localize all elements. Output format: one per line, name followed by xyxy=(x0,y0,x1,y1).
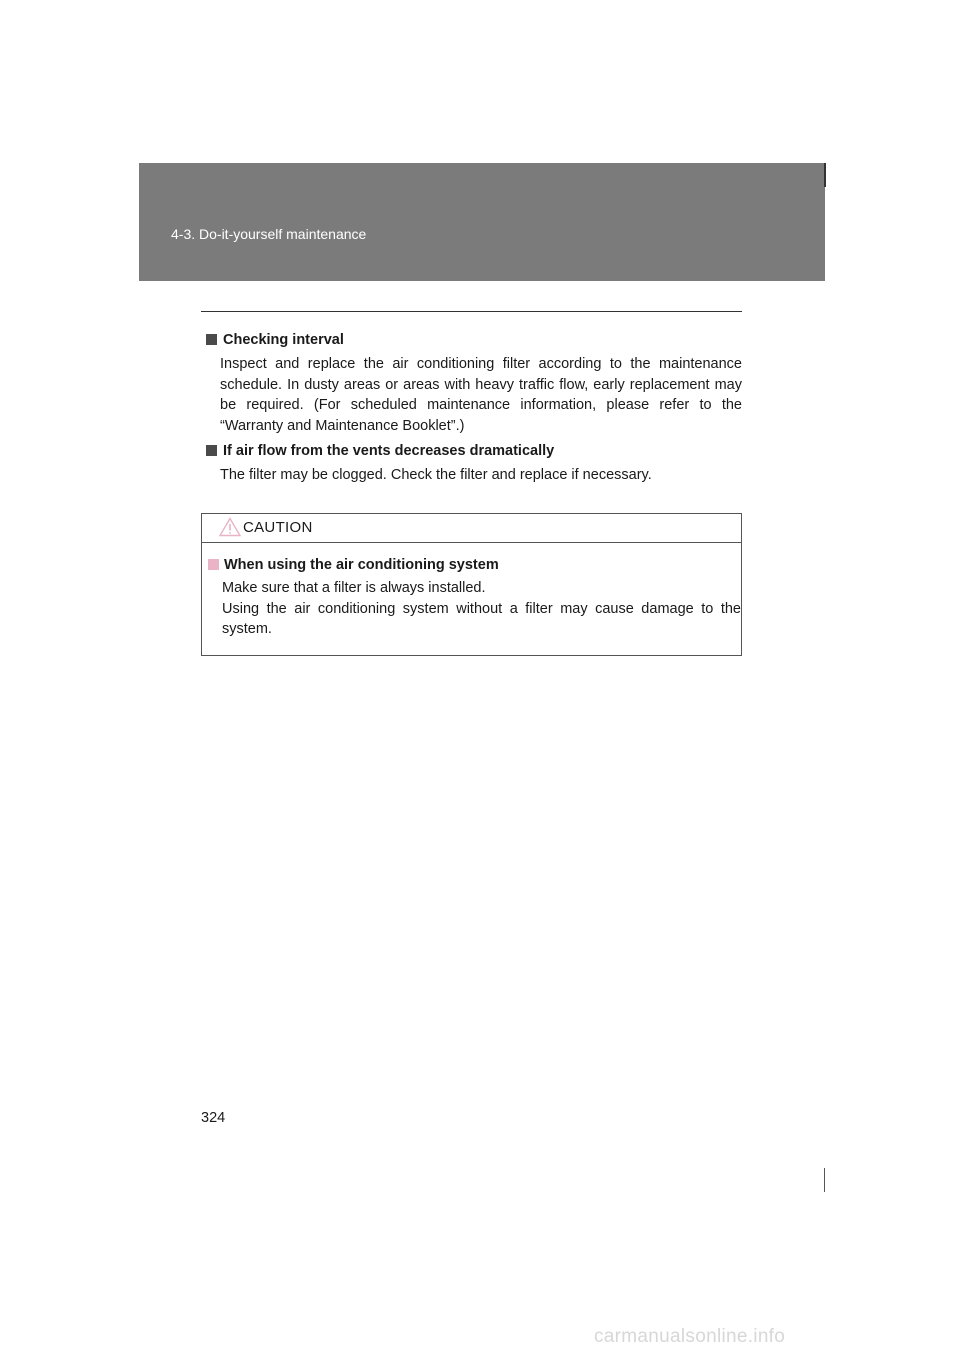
section-body: The filter may be clogged. Check the filter and replace if necessary. xyxy=(220,467,652,483)
crop-mark-top xyxy=(824,163,826,187)
section-air-flow xyxy=(201,441,742,486)
section-label: 4-3. Do-it-yourself maintenance xyxy=(171,226,367,242)
caution-body xyxy=(202,543,741,640)
caution-label: CAUTION xyxy=(243,519,313,536)
caution-header xyxy=(202,514,741,543)
top-rule xyxy=(201,311,742,312)
caution-line: Make sure that a filter is always installed. xyxy=(222,580,486,596)
square-bullet-icon xyxy=(206,445,217,456)
section-heading: If air flow from the vents decreases dramatically xyxy=(223,443,555,459)
watermark: carmanualsonline.info xyxy=(594,1326,786,1347)
section-checking-interval xyxy=(201,330,742,436)
square-bullet-icon xyxy=(208,559,219,570)
crop-mark-bottom xyxy=(824,1168,825,1192)
section-heading: Checking interval xyxy=(223,332,344,348)
section-body: Inspect and replace the air conditioning filter according to the maintenance schedule. In dusty areas or areas with heavy traffic flow, early replacement may be required. (For scheduled maintenance information, please refer to the “Warranty and Maintenance Booklet”.) xyxy=(220,356,742,434)
page-number: 324 xyxy=(201,1110,226,1126)
caution-heading: When using the air conditioning system xyxy=(224,557,499,573)
main-content xyxy=(201,330,742,491)
header-band xyxy=(139,163,825,281)
square-bullet-icon xyxy=(206,334,217,345)
caution-line: Using the air conditioning system without a filter may cause damage to the system. xyxy=(222,600,741,637)
caution-box xyxy=(201,513,742,656)
warning-triangle-icon xyxy=(219,517,241,537)
